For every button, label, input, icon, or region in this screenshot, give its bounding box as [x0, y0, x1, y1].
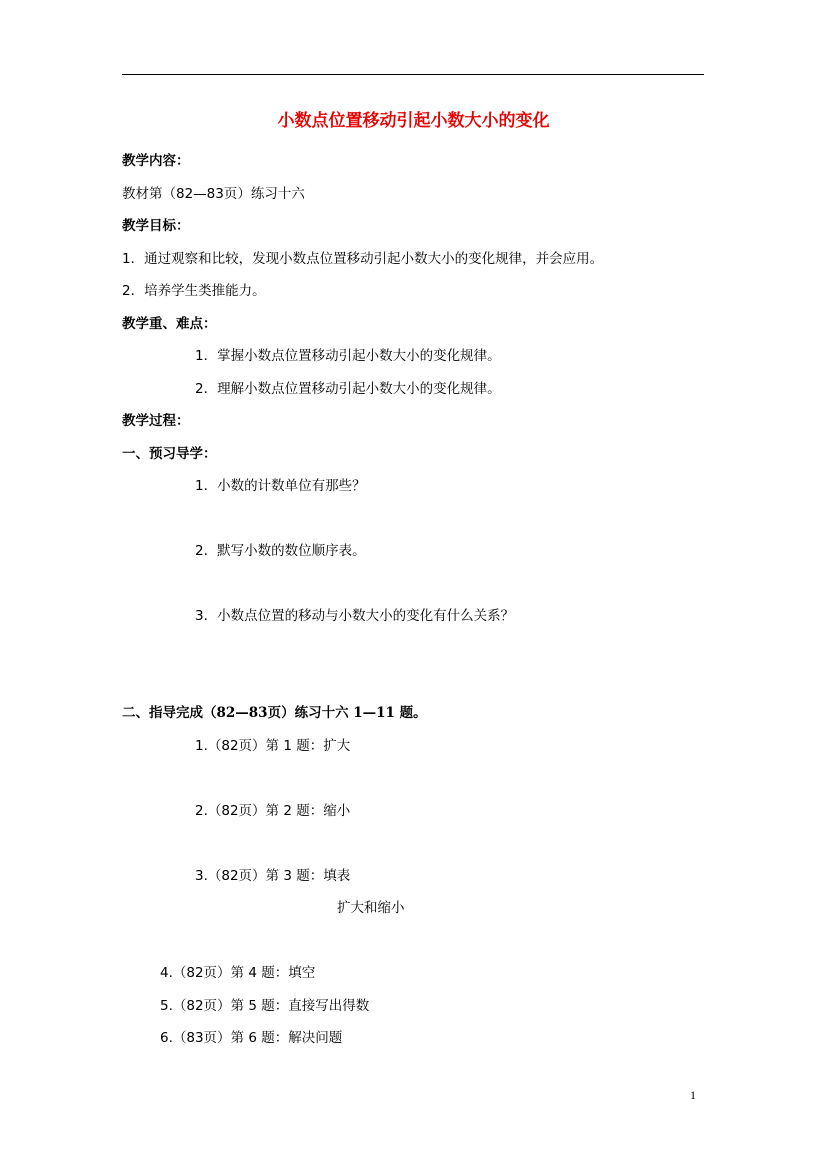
goals-heading: 教学目标： — [122, 218, 190, 234]
exercise-item-3: 3.（82页）第 3 题：填表 — [195, 868, 351, 884]
part1-heading: 一、预习导学： — [122, 446, 217, 462]
header-rule — [122, 74, 704, 75]
goal-item-2: 2．培养学生类推能力。 — [122, 283, 266, 299]
page-number: 1 — [690, 1088, 696, 1102]
page-title: 小数点位置移动引起小数大小的变化 — [277, 111, 550, 131]
part2-heading: 二、指导完成（82—83页）练习十六 1—11 题。 — [122, 705, 427, 721]
preview-item-2: 2．默写小数的数位顺序表。 — [195, 543, 366, 559]
keypoints-heading: 教学重、难点： — [122, 316, 217, 332]
exercise-item-1: 1.（82页）第 1 题：扩大 — [195, 738, 351, 754]
exercise-item-5: 5.（82页）第 5 题：直接写出得数 — [160, 998, 370, 1014]
exercise-item-3-note: 扩大和缩小 — [337, 900, 405, 916]
keypoint-item-2: 2．理解小数点位置移动引起小数大小的变化规律。 — [195, 381, 501, 397]
exercise-item-2: 2.（82页）第 2 题：缩小 — [195, 803, 351, 819]
goal-item-1: 1．通过观察和比较，发现小数点位置移动引起小数大小的变化规律，并会应用。 — [122, 251, 604, 267]
process-heading: 教学过程： — [122, 413, 190, 429]
preview-item-3: 3．小数点位置的移动与小数大小的变化有什么关系？ — [195, 608, 515, 624]
exercise-item-4: 4.（82页）第 4 题：填空 — [160, 965, 316, 981]
preview-item-1: 1．小数的计数单位有那些？ — [195, 478, 366, 494]
content-text: 教材第（82—83页）练习十六 — [122, 186, 305, 202]
content-heading: 教学内容： — [122, 153, 190, 169]
keypoint-item-1: 1．掌握小数点位置移动引起小数大小的变化规律。 — [195, 348, 501, 364]
exercise-item-6: 6.（83页）第 6 题：解决问题 — [160, 1030, 343, 1046]
